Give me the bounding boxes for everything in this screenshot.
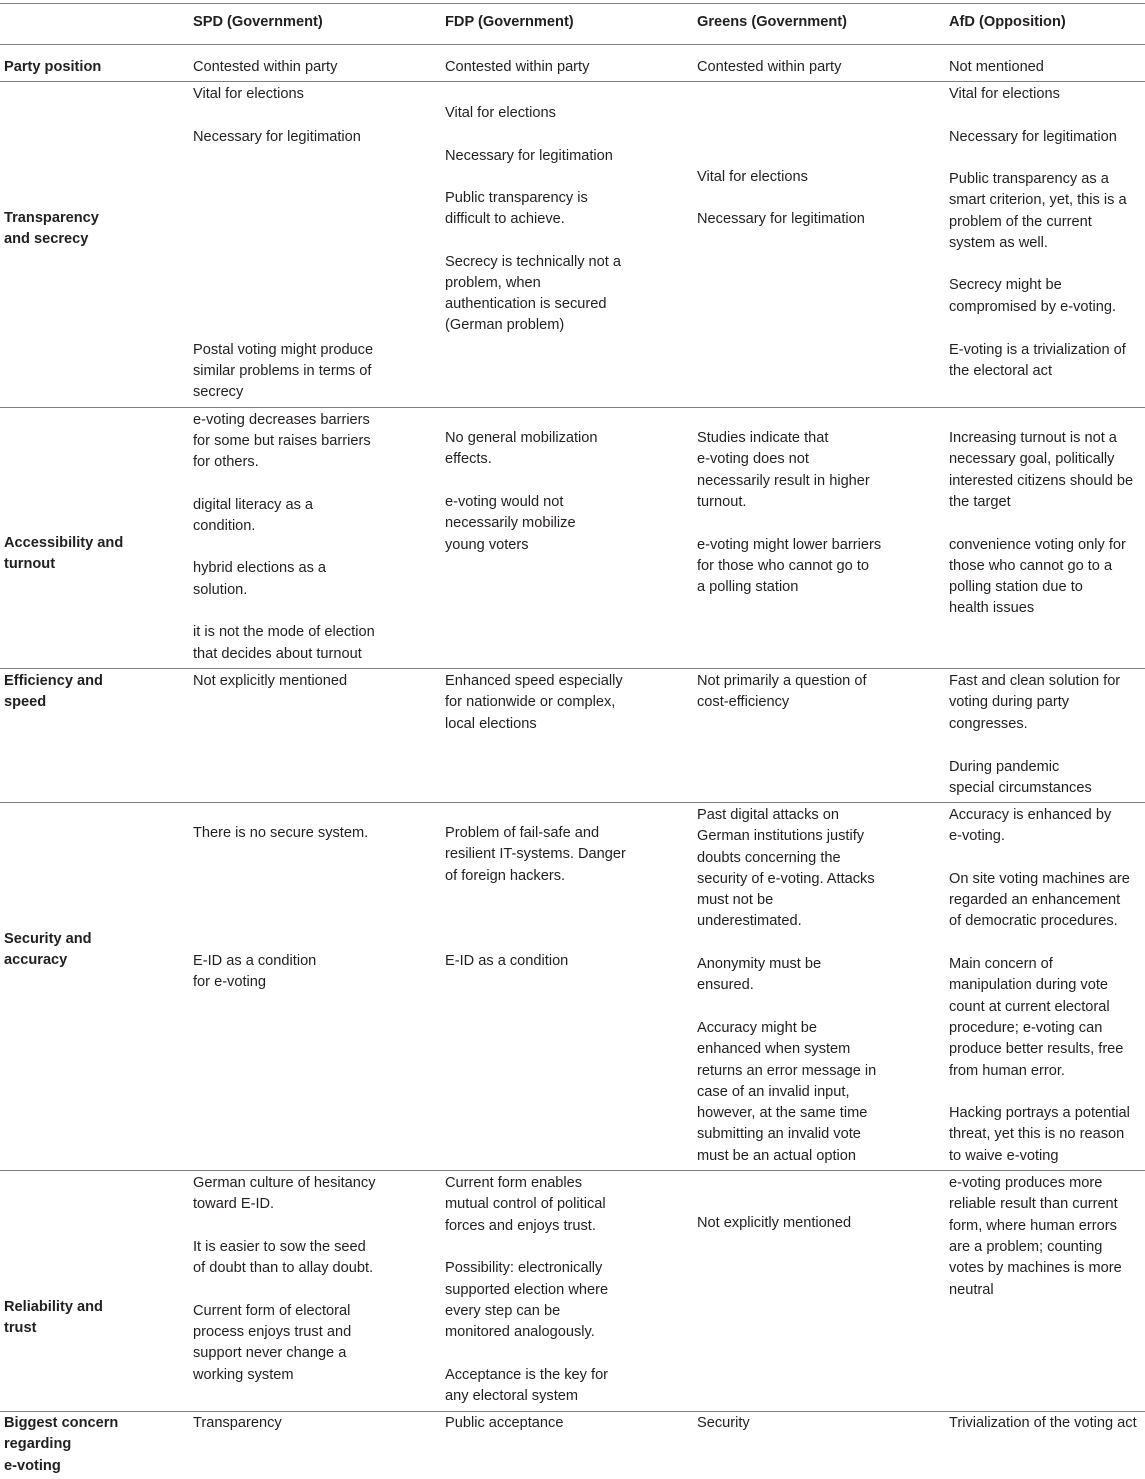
table-cell: every step can be xyxy=(445,1303,561,1319)
table-cell: for others. xyxy=(193,454,259,470)
table-cell: neutral xyxy=(949,1282,994,1298)
row-label: Security and xyxy=(4,931,92,947)
table-cell: submitting an invalid vote xyxy=(697,1126,861,1142)
table-cell: however, at the same time xyxy=(697,1105,868,1121)
row-label: Party position xyxy=(4,59,102,75)
table-cell: German institutions justify xyxy=(697,828,865,844)
table-cell: E-ID as a condition xyxy=(193,953,317,969)
table-cell: of foreign hackers. xyxy=(445,868,566,884)
table-cell: Vital for elections xyxy=(193,86,304,102)
table-cell: compromised by e-voting. xyxy=(949,299,1117,315)
table-cell: Past digital attacks on xyxy=(697,807,839,823)
table-cell: doubts concerning the xyxy=(697,850,841,866)
row-label: trust xyxy=(4,1320,37,1336)
table-cell: Possibility: electronically xyxy=(445,1260,603,1276)
table-cell: enhanced when system xyxy=(697,1041,851,1057)
table-cell: from human error. xyxy=(949,1063,1065,1079)
table-cell: Fast and clean solution for xyxy=(949,673,1121,689)
table-cell: smart criterion, yet, this is a xyxy=(949,192,1127,208)
table-cell: Accuracy is enhanced by xyxy=(949,807,1112,823)
table-cell: similar problems in terms of xyxy=(193,363,372,379)
table-cell: problem, when xyxy=(445,275,541,291)
table-cell: Transparency xyxy=(193,1415,282,1431)
table-cell: Necessary for legitimation xyxy=(949,129,1117,145)
table-cell: that decides about turnout xyxy=(193,646,362,662)
rule-row xyxy=(0,1170,1145,1171)
table-cell: problem of the current xyxy=(949,214,1092,230)
table-cell: a polling station xyxy=(697,579,799,595)
table-cell: turnout. xyxy=(697,494,747,510)
rule-top xyxy=(0,3,1145,4)
table-cell: produce better results, free xyxy=(949,1041,1124,1057)
table-cell: Enhanced speed especially xyxy=(445,673,623,689)
table-cell: Current form enables xyxy=(445,1175,583,1191)
table-cell: must be an actual option xyxy=(697,1148,857,1164)
table-cell: E-voting is a trivialization of xyxy=(949,342,1126,358)
table-cell: are a problem; counting xyxy=(949,1239,1103,1255)
table-cell: German culture of hesitancy xyxy=(193,1175,376,1191)
table-cell: Public transparency as a xyxy=(949,171,1109,187)
table-cell: those who cannot go to a xyxy=(949,558,1113,574)
table-cell: There is no secure system. xyxy=(193,825,369,841)
table-cell: Increasing turnout is not a xyxy=(949,430,1117,446)
table-cell: interested citizens should be xyxy=(949,473,1134,489)
table-cell: Anonymity must be xyxy=(697,956,822,972)
table-cell: special circumstances xyxy=(949,780,1092,796)
table-cell: On site voting machines are xyxy=(949,871,1130,887)
table-cell: supported election where xyxy=(445,1282,609,1298)
table-cell: regarded an enhancement xyxy=(949,892,1121,908)
table-cell: for e-voting xyxy=(193,974,267,990)
table-cell: Public acceptance xyxy=(445,1415,564,1431)
table-cell: health issues xyxy=(949,600,1035,616)
rule-row xyxy=(0,407,1145,408)
row-label: Accessibility and xyxy=(4,535,124,551)
row-label: Transparency xyxy=(4,210,99,226)
table-cell: necessarily result in higher xyxy=(697,473,870,489)
table-cell: e-voting would not xyxy=(445,494,564,510)
row-label: Biggest concern xyxy=(4,1415,119,1431)
row-label: Efficiency and xyxy=(4,673,103,689)
table-cell: cost-efficiency xyxy=(697,694,790,710)
table-cell: e-voting does not xyxy=(697,451,809,467)
table-cell: count at current electoral xyxy=(949,999,1110,1015)
table-cell: authentication is secured xyxy=(445,296,607,312)
column-header: AfD (Opposition) xyxy=(949,14,1066,30)
table-cell: Vital for elections xyxy=(445,105,556,121)
table-cell: Problem of fail-safe and xyxy=(445,825,600,841)
table-cell: It is easier to sow the seed xyxy=(193,1239,366,1255)
table-cell: Necessary for legitimation xyxy=(445,148,613,164)
table-cell: No general mobilization xyxy=(445,430,598,446)
table-cell: Studies indicate that xyxy=(697,430,829,446)
row-label: e-voting xyxy=(4,1458,61,1474)
column-header: FDP (Government) xyxy=(445,14,574,30)
table-cell: Acceptance is the key for xyxy=(445,1367,609,1383)
table-cell: must not be xyxy=(697,892,774,908)
table-cell: Security xyxy=(697,1415,750,1431)
table-cell: necessary goal, politically xyxy=(949,451,1115,467)
table-cell: Hacking portrays a potential xyxy=(949,1105,1130,1121)
row-label: speed xyxy=(4,694,47,710)
rule-row xyxy=(0,81,1145,82)
table-cell: the target xyxy=(949,494,1011,510)
table-cell: Secrecy might be xyxy=(949,277,1062,293)
rule-header xyxy=(0,44,1145,45)
table-cell: condition. xyxy=(193,518,256,534)
table-cell: the electoral act xyxy=(949,363,1053,379)
table-cell: it is not the mode of election xyxy=(193,624,375,640)
table-cell: During pandemic xyxy=(949,759,1060,775)
table-cell: form, where human errors xyxy=(949,1218,1117,1234)
table-cell: e-voting decreases barriers xyxy=(193,412,370,428)
table-cell: Accuracy might be xyxy=(697,1020,818,1036)
table-cell: Not mentioned xyxy=(949,59,1044,75)
table-cell: forces and enjoys trust. xyxy=(445,1218,596,1234)
table-cell: manipulation during vote xyxy=(949,977,1109,993)
table-cell: returns an error message in xyxy=(697,1063,877,1079)
table-cell: (German problem) xyxy=(445,317,565,333)
column-header: Greens (Government) xyxy=(697,14,848,30)
table-cell: underestimated. xyxy=(697,913,802,929)
table-cell: Vital for elections xyxy=(949,86,1060,102)
table-cell: Necessary for legitimation xyxy=(697,211,865,227)
table-cell: convenience voting only for xyxy=(949,537,1126,553)
table-cell: support never change a xyxy=(193,1345,347,1361)
table-cell: effects. xyxy=(445,451,492,467)
table-cell: votes by machines is more xyxy=(949,1260,1122,1276)
table-cell: security of e-voting. Attacks xyxy=(697,871,875,887)
rule-row xyxy=(0,668,1145,669)
table-cell: Not primarily a question of xyxy=(697,673,867,689)
table-cell: system as well. xyxy=(949,235,1048,251)
table-cell: process enjoys trust and xyxy=(193,1324,352,1340)
table-cell: congresses. xyxy=(949,716,1028,732)
table-cell: monitored analogously. xyxy=(445,1324,595,1340)
table-cell: Secrecy is technically not a xyxy=(445,254,622,270)
row-label: Reliability and xyxy=(4,1299,103,1315)
row-label: accuracy xyxy=(4,952,68,968)
table-cell: Trivialization of the voting act xyxy=(949,1415,1137,1431)
table-cell: of democratic procedures. xyxy=(949,913,1118,929)
table-cell: E-ID as a condition xyxy=(445,953,569,969)
table-cell: for some but raises barriers xyxy=(193,433,371,449)
row-label: turnout xyxy=(4,556,56,572)
table-cell: Contested within party xyxy=(445,59,590,75)
table-cell: e-voting produces more xyxy=(949,1175,1103,1191)
table-cell: threat, yet this is no reason xyxy=(949,1126,1125,1142)
rule-row xyxy=(0,802,1145,803)
row-label: regarding xyxy=(4,1436,72,1452)
table-cell: toward E-ID. xyxy=(193,1196,275,1212)
table-cell: ensured. xyxy=(697,977,754,993)
table-cell: Not explicitly mentioned xyxy=(193,673,348,689)
table-cell: for nationwide or complex, xyxy=(445,694,616,710)
table-cell: Not explicitly mentioned xyxy=(697,1215,852,1231)
table-cell: reliable result than current xyxy=(949,1196,1118,1212)
table-cell: polling station due to xyxy=(949,579,1083,595)
table-cell: digital literacy as a xyxy=(193,497,314,513)
table-cell: case of an invalid input, xyxy=(697,1084,850,1100)
table-cell: voting during party xyxy=(949,694,1070,710)
table-cell: e-voting might lower barriers xyxy=(697,537,882,553)
table-cell: Necessary for legitimation xyxy=(193,129,361,145)
table-cell: solution. xyxy=(193,582,248,598)
table-cell: Vital for elections xyxy=(697,169,808,185)
table-cell: Main concern of xyxy=(949,956,1053,972)
table-cell: mutual control of political xyxy=(445,1196,606,1212)
table-cell: local elections xyxy=(445,716,537,732)
table-cell: necessarily mobilize xyxy=(445,515,576,531)
table-cell: secrecy xyxy=(193,384,244,400)
row-label: and secrecy xyxy=(4,231,89,247)
table-cell: working system xyxy=(193,1367,294,1383)
table-cell: any electoral system xyxy=(445,1388,579,1404)
table-cell: Contested within party xyxy=(193,59,338,75)
table-cell: resilient IT-systems. Danger xyxy=(445,846,626,862)
table-cell: Contested within party xyxy=(697,59,842,75)
table-cell: hybrid elections as a xyxy=(193,560,327,576)
table-cell: Postal voting might produce xyxy=(193,342,374,358)
table-cell: Current form of electoral xyxy=(193,1303,351,1319)
table-cell: to waive e-voting xyxy=(949,1148,1059,1164)
column-header: SPD (Government) xyxy=(193,14,323,30)
table-cell: procedure; e-voting can xyxy=(949,1020,1103,1036)
rule-row xyxy=(0,1411,1145,1412)
table-cell: difficult to achieve. xyxy=(445,211,565,227)
table-cell: of doubt than to allay doubt. xyxy=(193,1260,374,1276)
table-cell: Public transparency is xyxy=(445,190,588,206)
table-cell: young voters xyxy=(445,537,529,553)
table-cell: e-voting. xyxy=(949,828,1005,844)
table-cell: for those who cannot go to xyxy=(697,558,869,574)
